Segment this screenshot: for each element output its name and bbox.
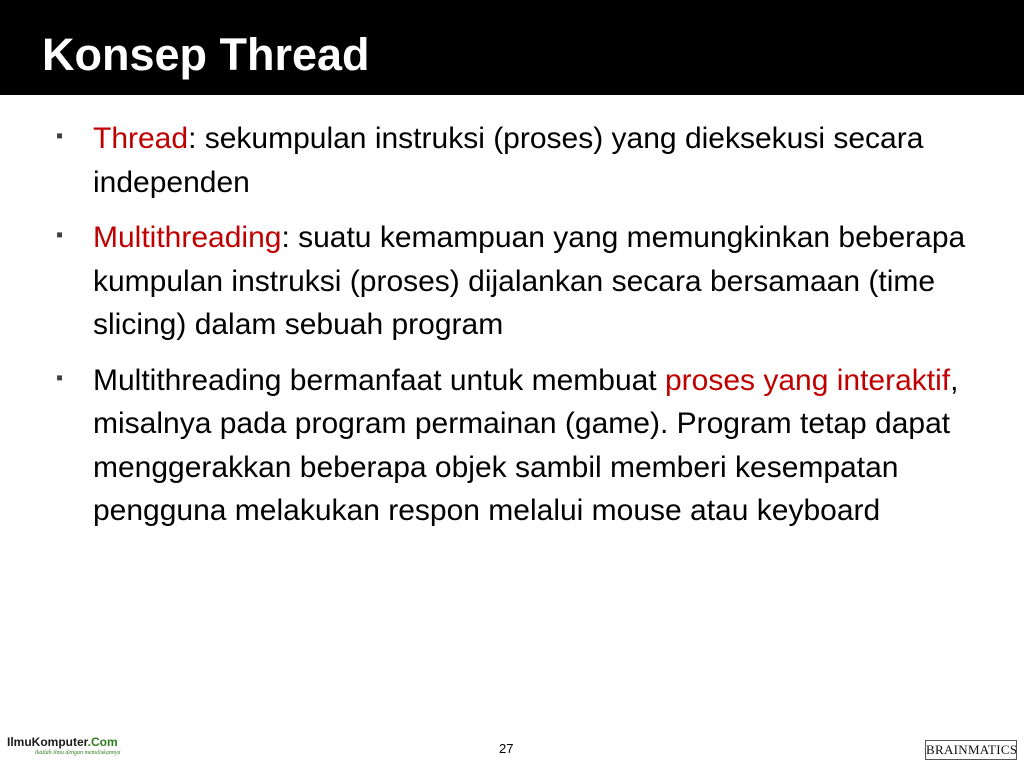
definition-text: : suatu kemampuan yang memungkinkan beberapa kumpulan instruksi (proses) dijalankan secara bersamaan (time slicing) dalam sebuah program [93,221,966,341]
page-number: 27 [499,741,514,756]
bullet-item-thread [54,117,994,204]
ilmukomputer-suffix: .Com [87,735,118,749]
benefit-text-start: Multithreading bermanfaat untuk membuat [93,363,665,397]
slide-content [54,117,994,545]
brainmatics-logo [925,740,1017,760]
definition-text: : sekumpulan instruksi (proses) yang dieksekusi secara independen [93,122,924,199]
title-bar [0,0,1024,95]
term-multithreading: Multithreading [93,221,282,254]
square-bullet-icon: ▪ [56,224,64,246]
ilmukomputer-logo-text [7,735,127,749]
bullet-item-multithreading [54,216,994,347]
square-bullet-icon: ▪ [56,125,64,147]
brainmatics-logo-text: BRAINMATICS [926,742,1018,757]
square-bullet-icon: ▪ [56,366,64,389]
ilmukomputer-logo [7,735,127,761]
term-thread: Thread [93,122,189,155]
benefit-text-end: , misalnya pada program permainan (game). Program tetap dapat menggerakkan beberapa objek sambil memberi kesempatan pengguna melakukan respon melalui mouse atau keyboard [93,363,959,527]
ilmukomputer-tagline: ikatlah ilmu dengan menuliskannya [35,750,121,756]
bullet-list [54,117,994,533]
highlight-interactive-process: proses yang interaktif [664,363,951,397]
slide-title: Konsep Thread [42,29,370,80]
ilmukomputer-name: IlmuKomputer [7,735,88,749]
bullet-item-benefit [54,359,994,533]
